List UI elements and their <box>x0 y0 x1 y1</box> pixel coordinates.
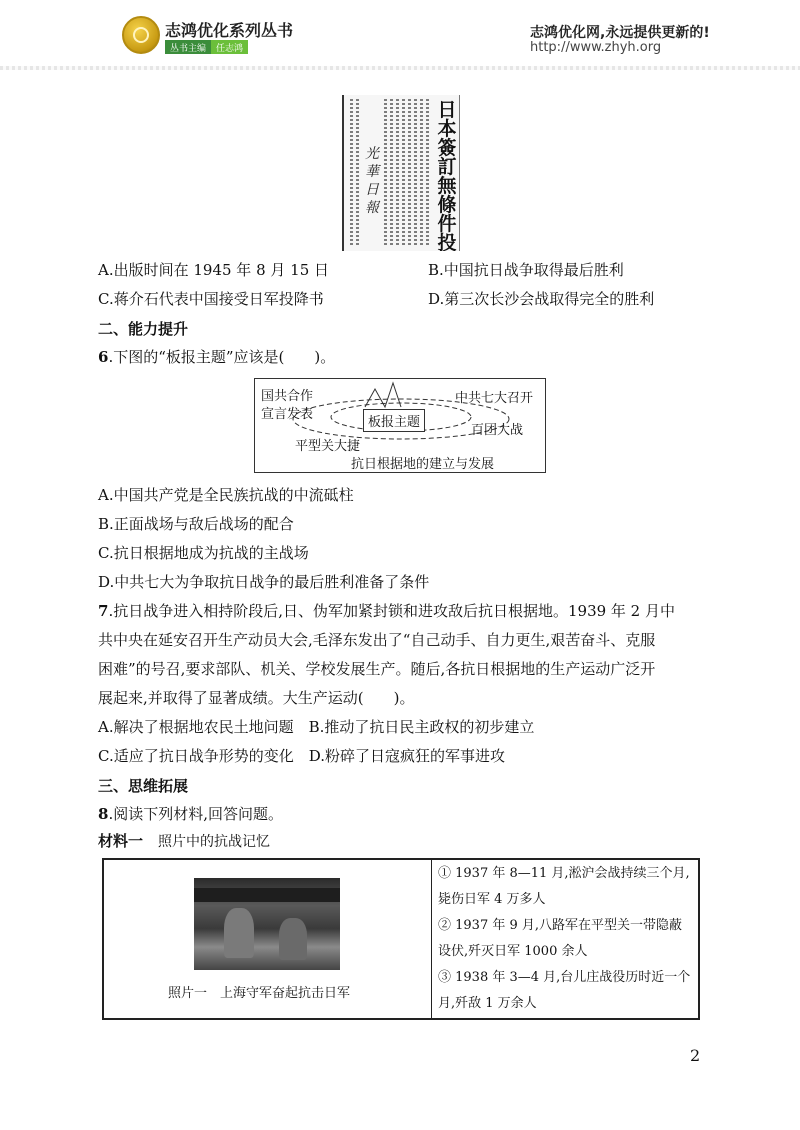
q6-diagram <box>254 378 546 473</box>
newspaper-image <box>342 95 460 251</box>
series-title: 志鸿优化系列丛书 <box>165 21 294 40</box>
diagram-label-mr: 百团大战 <box>471 423 524 438</box>
q8-stem: 8.阅读下列材料,回答问题。 <box>98 805 283 823</box>
q5-option-d: D.第三次长沙会战取得完全的胜利 <box>428 290 655 308</box>
newspaper-headline: 日 本 簽 訂 無 條 件 投 <box>437 99 457 251</box>
material-table <box>102 858 700 1020</box>
section-heading-2: 二、能力提升 <box>98 320 189 338</box>
header-divider <box>0 66 800 70</box>
q5-option-c: C.蒋介石代表中国接受日军投降书 <box>98 290 324 308</box>
material-item-3a: ③ 1938 年 3—4 月,台儿庄战役历时近一个 <box>438 970 691 985</box>
diagram-label-bl: 平型关大捷 <box>295 439 361 454</box>
q7-line-1: 7.抗日战争进入相持阶段后,日、伪军加紧封锁和进攻敌后抗日根据地。1939 年 2 月中 <box>98 602 675 620</box>
diagram-label-bc: 抗日根据地的建立与发展 <box>351 457 495 472</box>
site-url[interactable]: http://www.zhyh.org <box>530 40 662 55</box>
mountain-peaks <box>365 383 401 407</box>
diagram-label-tl2: 宣言发表 <box>261 407 314 422</box>
table-divider <box>431 860 432 1018</box>
diagram-label-tr: 中共七大召开 <box>455 391 534 406</box>
material-item-1b: 毙伤日军 4 万多人 <box>438 892 546 907</box>
q6-option-c: C.抗日根据地成为抗战的主战场 <box>98 544 309 562</box>
material-item-3b: 月,歼敌 1 万余人 <box>438 996 537 1011</box>
war-photo <box>194 878 340 970</box>
series-editor-badge <box>165 40 248 54</box>
editor-name: 任志鸿 <box>211 40 248 54</box>
page-header <box>0 0 800 66</box>
q6-stem: 6.下图的“板报主题”应该是( )。 <box>98 348 336 366</box>
material-item-1a: ① 1937 年 8—11 月,淞沪会战持续三个月, <box>438 866 690 881</box>
material-item-2a: ② 1937 年 9 月,八路军在平型关一带隐蔽 <box>438 918 683 933</box>
section-heading-3: 三、思维拓展 <box>98 777 189 795</box>
editor-label: 丛书主编 <box>165 40 211 54</box>
q7-options-cd: C.适应了抗日战争形势的变化 D.粉碎了日寇疯狂的军事进攻 <box>98 747 505 765</box>
site-slogan: 志鸿优化网,永远提供更新的! <box>530 25 710 41</box>
q7-line-3: 困难”的号召,要求部队、机关、学校发展生产。随后,各抗日根据地的生产运动广泛开 <box>98 660 656 678</box>
q7-line-4: 展起来,并取得了显著成绩。大生产运动( )。 <box>98 689 415 707</box>
diagram-center-label: 板报主题 <box>363 409 425 432</box>
photo-caption: 照片一 上海守军奋起抗击日军 <box>168 986 351 1001</box>
diagram-label-tl1: 国共合作 <box>261 389 314 404</box>
q6-option-b: B.正面战场与敌后战场的配合 <box>98 515 294 533</box>
q6-option-a: A.中国共产党是全民族抗战的中流砥柱 <box>98 486 354 504</box>
newspaper-masthead: 光 華 日 報 <box>365 146 379 216</box>
q6-option-d: D.中共七大为争取抗日战争的最后胜利准备了条件 <box>98 573 430 591</box>
page-number: 2 <box>690 1046 701 1065</box>
q7-options-ab: A.解决了根据地农民土地问题 B.推动了抗日民主政权的初步建立 <box>98 718 535 736</box>
q5-option-b: B.中国抗日战争取得最后胜利 <box>428 261 624 279</box>
material-item-2b: 设伏,歼灭日军 1000 余人 <box>438 944 588 959</box>
series-logo-icon <box>122 16 160 54</box>
q5-option-a: A.出版时间在 1945 年 8 月 15 日 <box>98 261 330 279</box>
q7-line-2: 共中央在延安召开生产动员大会,毛泽东发出了“自己动手、自力更生,艰苦奋斗、克服 <box>98 631 656 649</box>
q8-material-heading: 材料一 照片中的抗战记忆 <box>98 832 271 850</box>
